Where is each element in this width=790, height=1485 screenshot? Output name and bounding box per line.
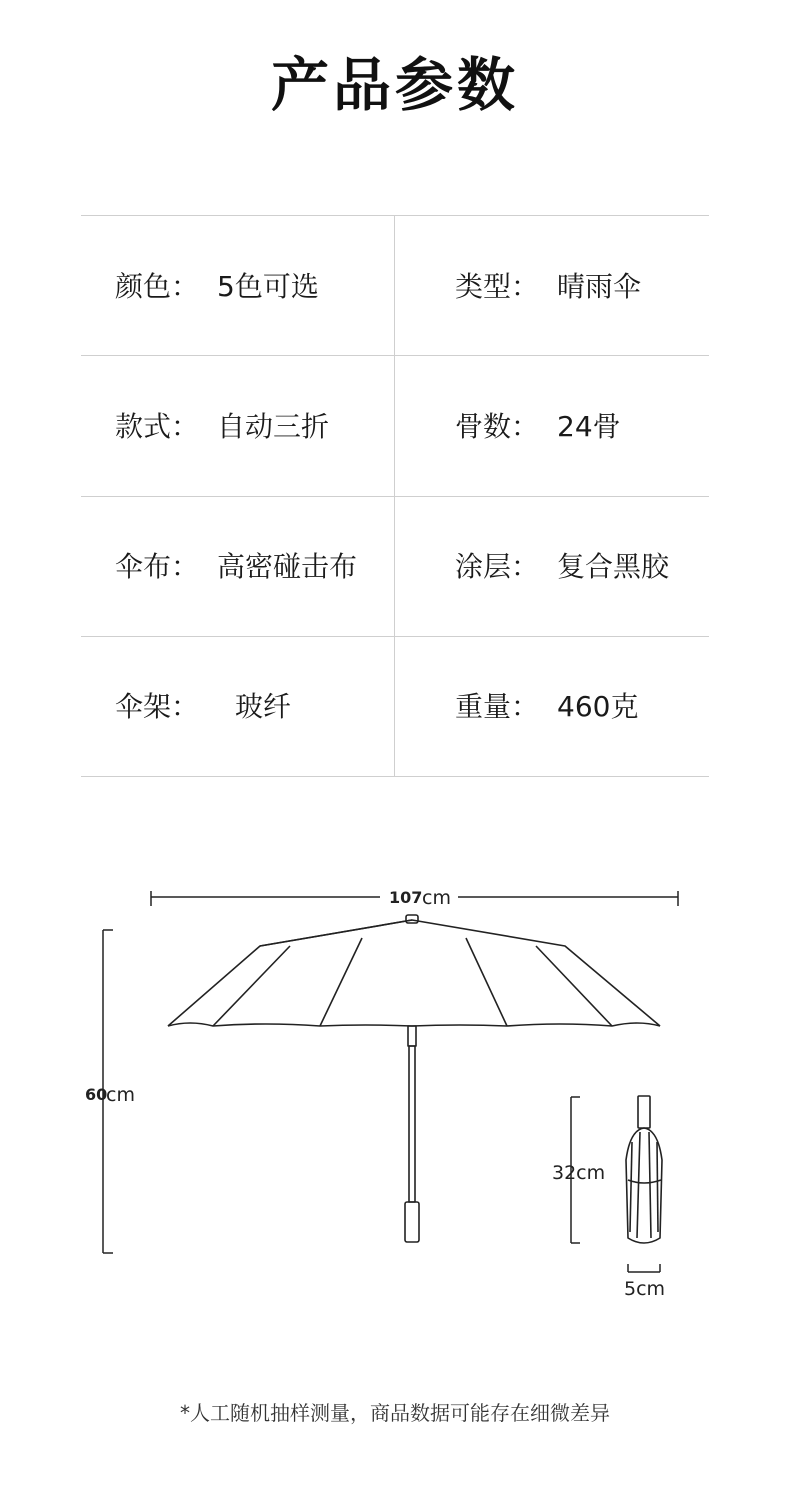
table-column-divider <box>394 215 395 777</box>
spec-label: 伞架： <box>115 690 200 723</box>
spec-cell-color <box>115 217 319 357</box>
spec-value: 24骨 <box>557 410 621 443</box>
spec-value: 玻纤 <box>235 690 292 723</box>
open-umbrella <box>168 915 660 1242</box>
spec-value: 复合黑胶 <box>557 550 670 583</box>
spec-label: 伞布： <box>115 550 200 583</box>
folded-umbrella <box>626 1096 662 1243</box>
spec-value: 460克 <box>557 690 639 723</box>
measurement-footnote: *人工随机抽样测量，商品数据可能存在细微差异 <box>180 1401 610 1425</box>
spec-value: 高密碰击布 <box>217 550 358 583</box>
spec-value: 自动三折 <box>217 410 330 443</box>
spec-table <box>81 215 709 777</box>
spec-cell-fabric <box>115 497 357 637</box>
width-unit: cm <box>422 887 451 909</box>
table-divider <box>81 215 709 216</box>
folded-diameter-label: 5cm <box>624 1278 666 1300</box>
umbrella-dimension-diagram <box>0 860 790 1320</box>
spec-cell-style <box>115 357 329 497</box>
height-number: 60 <box>85 1085 108 1104</box>
page-title: 产品参数 <box>270 51 519 119</box>
spec-label: 骨数： <box>455 410 540 443</box>
spec-cell-coating <box>455 497 669 637</box>
spec-value: 晴雨伞 <box>557 270 642 303</box>
folded-length-label: 32cm <box>552 1162 606 1184</box>
spec-label: 类型： <box>455 270 540 303</box>
folded-diameter-dimension <box>628 1264 660 1272</box>
spec-value: 5色可选 <box>217 270 319 303</box>
spec-cell-frame <box>115 637 291 777</box>
height-unit: cm <box>106 1084 135 1106</box>
spec-label: 涂层： <box>455 550 540 583</box>
spec-label: 款式： <box>115 410 200 443</box>
spec-cell-type <box>455 217 641 357</box>
width-number: 107 <box>389 888 423 907</box>
spec-cell-ribs <box>455 357 621 497</box>
spec-label: 重量： <box>455 690 540 723</box>
spec-label: 颜色： <box>115 270 200 303</box>
spec-cell-weight <box>455 637 638 777</box>
